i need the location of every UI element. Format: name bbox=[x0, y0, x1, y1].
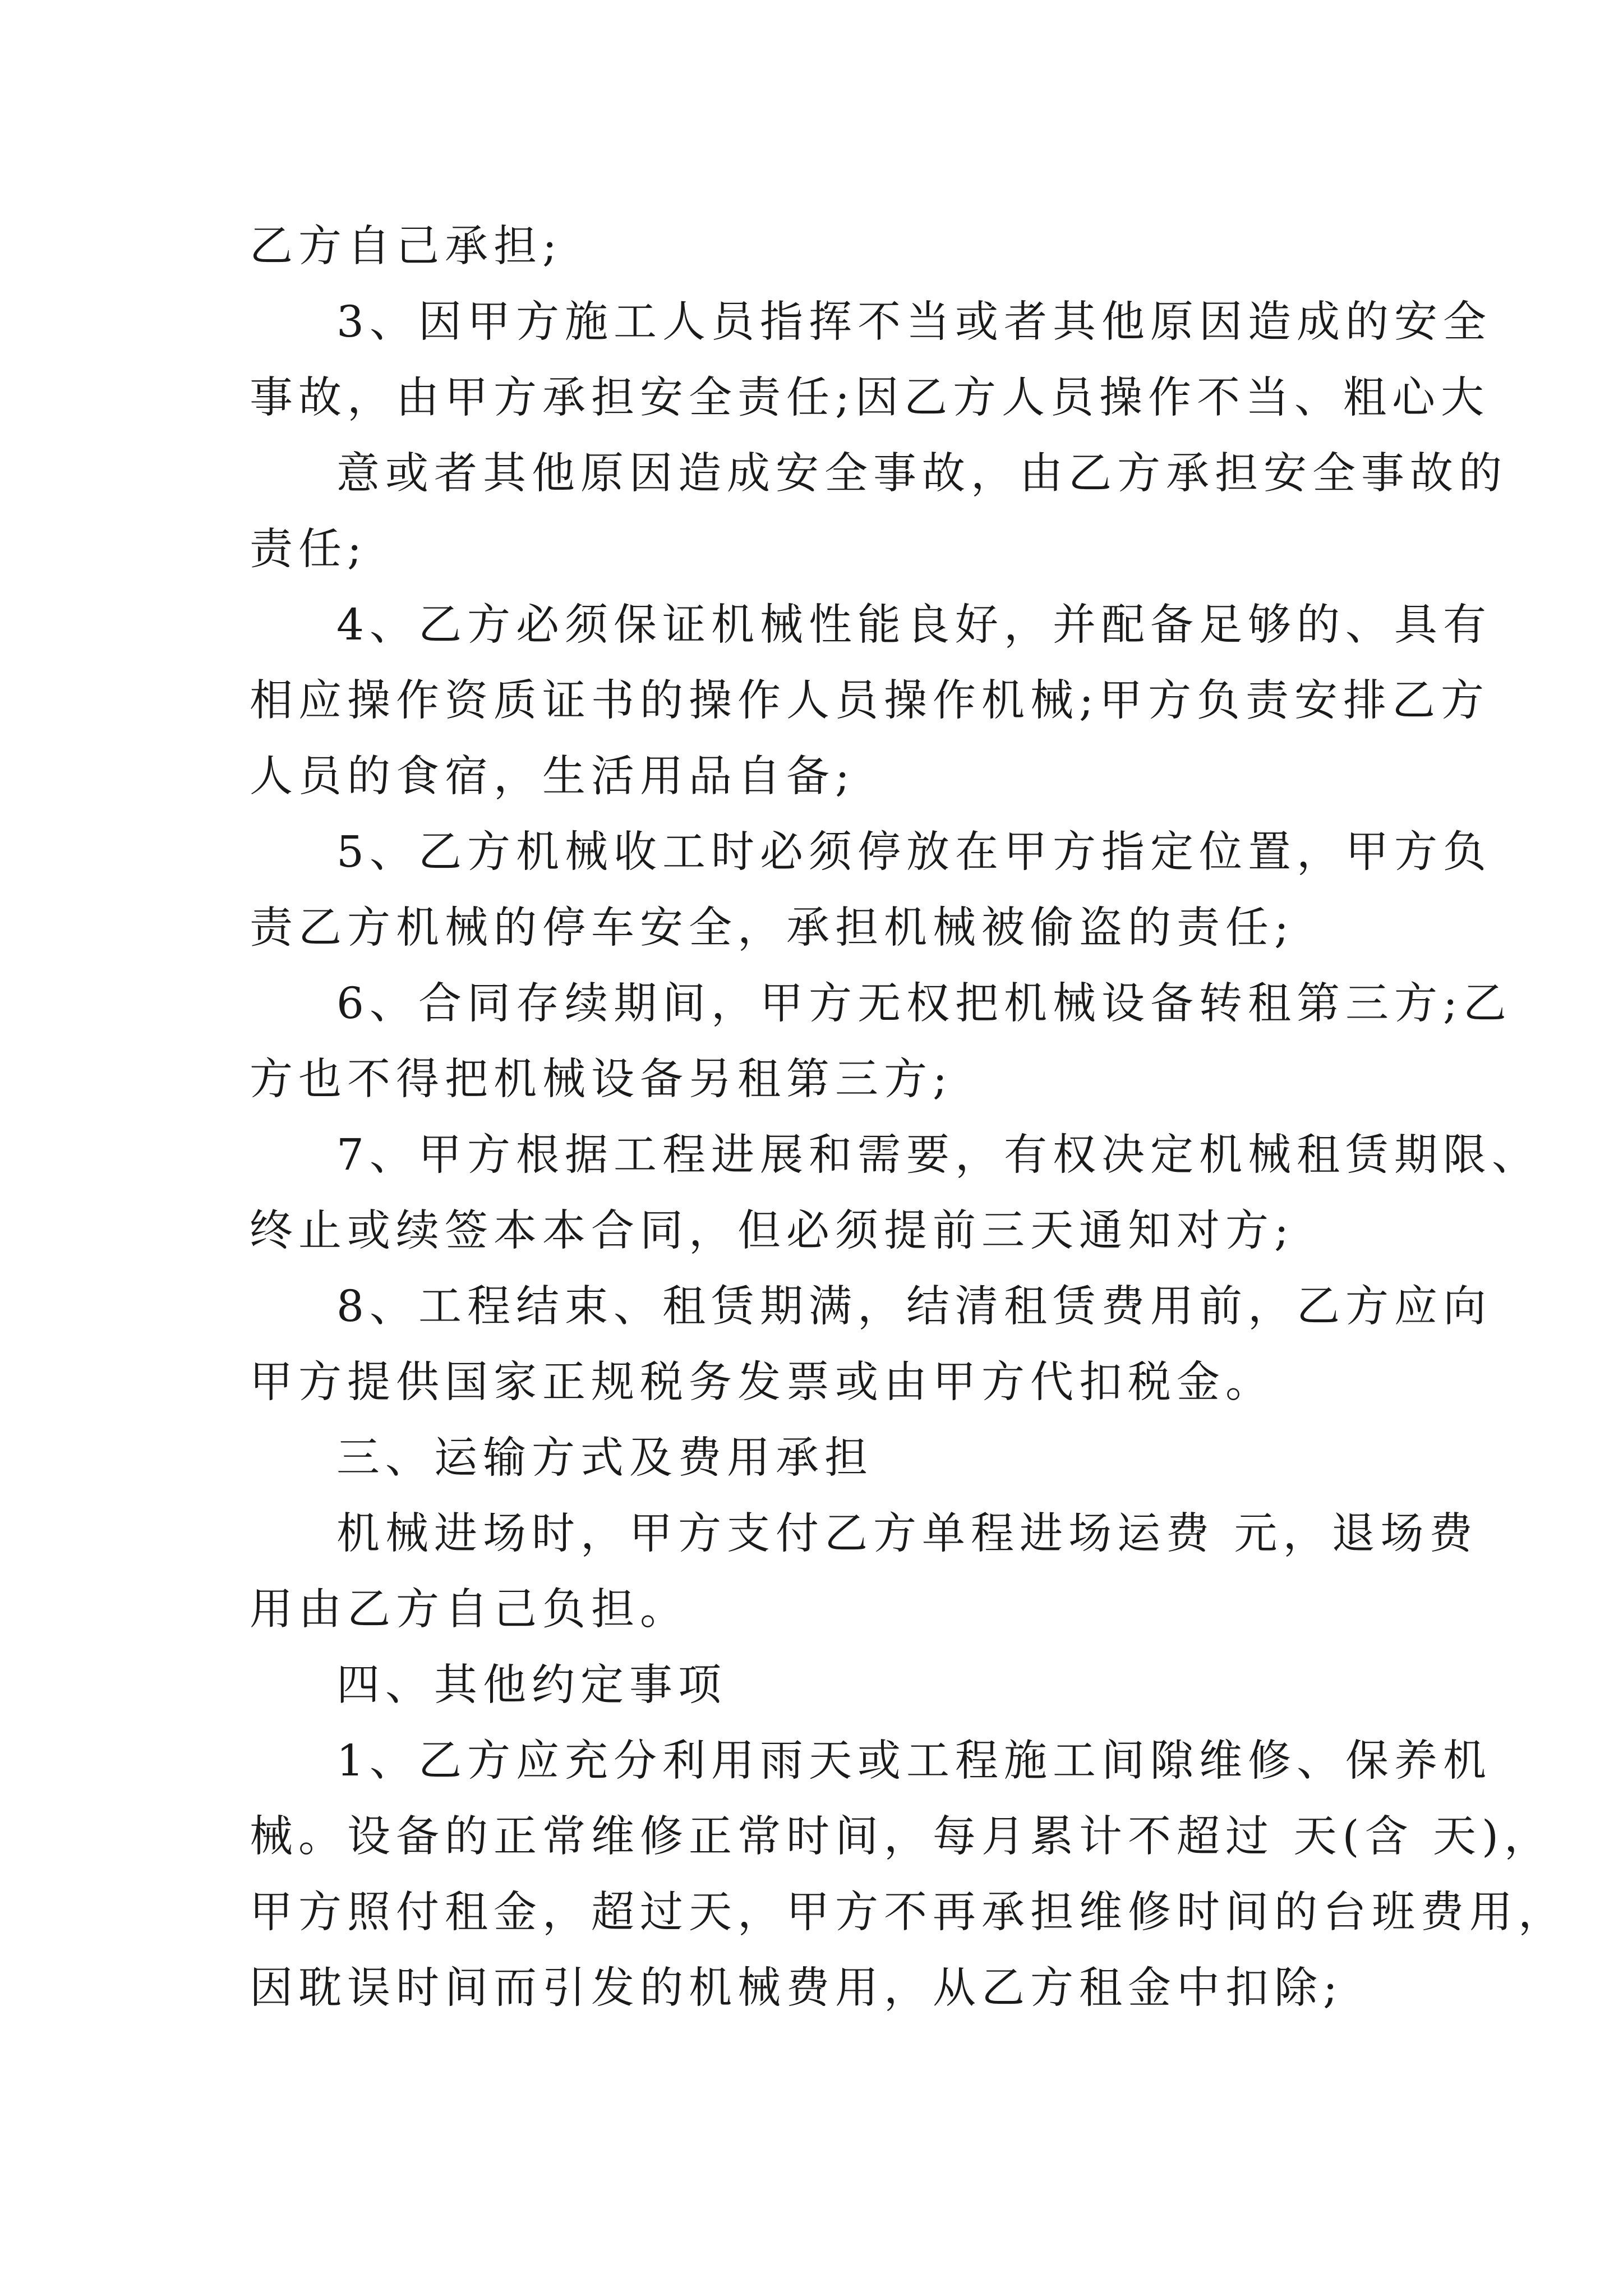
section-heading: 三、运输方式及费用承担 bbox=[336, 1433, 873, 1483]
text-line: 用由乙方自己负担。 bbox=[250, 1585, 689, 1635]
text-line: 8、工程结束、租赁期满，结清租赁费用前，乙方应向 bbox=[336, 1282, 1492, 1332]
text-line: 甲方提供国家正规税务发票或由甲方代扣税金。 bbox=[250, 1358, 1274, 1407]
text-line: 责乙方机械的停车安全，承担机械被偷盗的责任; bbox=[250, 903, 1294, 953]
text-line: 甲方照付租金，超过天，甲方不再承担维修时间的台班费用， bbox=[250, 1888, 1567, 1938]
text-line: 7、甲方根据工程进展和需要，有权决定机械租赁期限、 bbox=[336, 1130, 1541, 1180]
text-line: 终止或续签本本合同，但必须提前三天通知对方; bbox=[250, 1206, 1294, 1256]
text-line: 5、乙方机械收工时必须停放在甲方指定位置，甲方负 bbox=[336, 827, 1492, 877]
section-heading: 四、其他约定事项 bbox=[336, 1660, 727, 1710]
text-line: 乙方自己承担; bbox=[250, 222, 562, 272]
text-line: 相应操作资质证书的操作人员操作机械;甲方负责安排乙方 bbox=[250, 676, 1490, 726]
text-line: 意或者其他原因造成安全事故，由乙方承担安全事故的 bbox=[336, 449, 1507, 499]
text-line: 方也不得把机械设备另租第三方; bbox=[250, 1055, 953, 1105]
text-line: 事故，由甲方承担安全责任;因乙方人员操作不当、粗心大 bbox=[250, 373, 1490, 423]
text-line: 1、乙方应充分利用雨天或工程施工间隙维修、保养机 bbox=[336, 1736, 1492, 1786]
text-line: 责任; bbox=[250, 524, 367, 574]
text-line: 4、乙方必须保证机械性能良好，并配备足够的、具有 bbox=[336, 600, 1492, 650]
text-line: 3、因甲方施工人员指挥不当或者其他原因造成的安全 bbox=[336, 297, 1492, 347]
text-line: 械。设备的正常维修正常时间，每月累计不超过 天(含 天)， bbox=[250, 1812, 1553, 1862]
text-line: 6、合同存续期间，甲方无权把机械设备转租第三方;乙 bbox=[336, 979, 1512, 1029]
text-line: 因耽误时间而引发的机械费用，从乙方租金中扣除; bbox=[250, 1963, 1343, 2013]
text-line: 机械进场时，甲方支付乙方单程进场运费 元，退场费 bbox=[336, 1509, 1478, 1559]
text-line: 人员的食宿，生活用品自备; bbox=[250, 752, 855, 802]
